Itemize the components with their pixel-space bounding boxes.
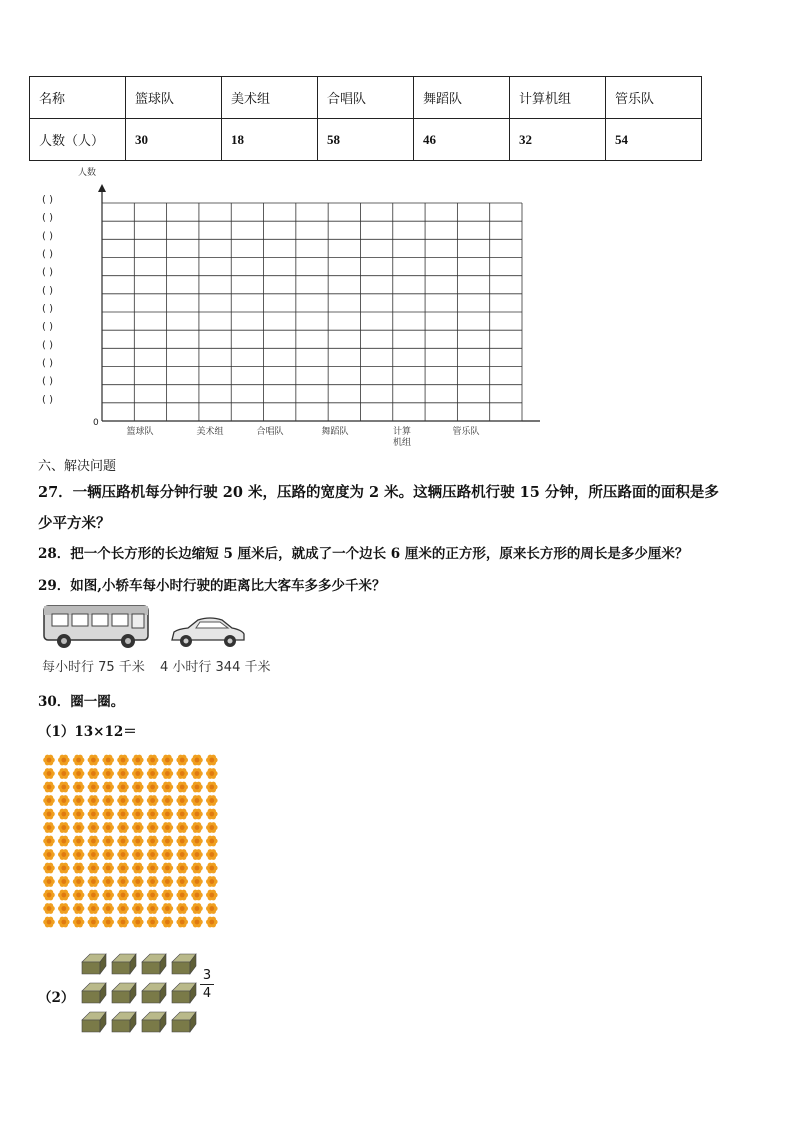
flower-icon [88, 822, 100, 833]
flower-icon [58, 863, 70, 874]
flower-icon [73, 822, 85, 833]
block-icon [112, 954, 136, 974]
flower-icon [43, 890, 55, 901]
flower-icon [147, 849, 159, 860]
flower-icon [117, 836, 129, 847]
flower-icon [191, 903, 203, 914]
question-30: 30．圈一圈。 [38, 694, 125, 710]
flower-icon [117, 863, 129, 874]
flower-icon [206, 890, 218, 901]
flower-icon [43, 903, 55, 914]
origin-label: 0 [93, 418, 99, 428]
fraction-three-quarters [200, 968, 214, 1001]
flower-icon [162, 768, 174, 779]
block-icon [142, 954, 166, 974]
flower-icon [132, 903, 144, 914]
flower-icon [176, 903, 188, 914]
flower-icon [176, 890, 188, 901]
flower-icon [147, 863, 159, 874]
flower-icon [162, 863, 174, 874]
flower-icon [73, 809, 85, 820]
flower-icon [191, 890, 203, 901]
y-tick-blank: ( ) [42, 194, 53, 206]
flower-icon [43, 917, 55, 928]
flower-icon [162, 809, 174, 820]
fraction-numerator: 3 [202, 968, 212, 983]
flower-icon [117, 876, 129, 887]
flower-icon [206, 795, 218, 806]
flower-icon [206, 876, 218, 887]
flower-icon [88, 782, 100, 793]
flower-icon [43, 849, 55, 860]
x-tick-label: 计算 [392, 427, 412, 437]
flower-icon [88, 768, 100, 779]
flower-icon [147, 795, 159, 806]
flower-icon [147, 768, 159, 779]
table-header-cell: 合唱队 [318, 77, 414, 119]
flower-icon [191, 822, 203, 833]
flower-icon [147, 876, 159, 887]
flower-icon [132, 755, 144, 766]
flower-icon [162, 876, 174, 887]
fraction-bar [200, 984, 214, 985]
flower-icon [117, 890, 129, 901]
flower-icon [102, 836, 114, 847]
flower-icon [206, 768, 218, 779]
block-icon [82, 1012, 106, 1032]
flower-icon [147, 903, 159, 914]
y-tick-blank: ( ) [42, 358, 53, 369]
flower-icon [162, 890, 174, 901]
question-30-part1: （1）13×12＝ [38, 724, 137, 740]
flower-icon [43, 836, 55, 847]
x-tick-label: 合唱队 [256, 427, 284, 437]
flower-icon [162, 836, 174, 847]
question-28: 28．把一个长方形的长边缩短 5 厘米后，就成了一个边长 6 厘米的正方形，原来长方形的周长是多少厘米？ [38, 546, 689, 562]
flower-icon [206, 863, 218, 874]
question-30-part2: （2） [38, 990, 75, 1006]
x-tick-label: 机组 [392, 438, 412, 448]
flower-icon [191, 755, 203, 766]
flower-icon [176, 795, 188, 806]
flower-icon [102, 795, 114, 806]
flower-icon [102, 782, 114, 793]
table-header-cell: 管乐队 [606, 77, 702, 119]
flower-icon [73, 903, 85, 914]
flower-icon [58, 782, 70, 793]
flower-icon [206, 755, 218, 766]
flower-icon [102, 768, 114, 779]
car-distance-caption: 4 小时行 344 千米 [160, 660, 271, 675]
flower-icon [58, 917, 70, 928]
flower-icon [147, 917, 159, 928]
flower-icon [162, 903, 174, 914]
flower-icon [73, 782, 85, 793]
table-header-cell: 篮球队 [126, 77, 222, 119]
flower-icon [73, 876, 85, 887]
block-icon [142, 1012, 166, 1032]
flower-icon [176, 849, 188, 860]
flower-icon [191, 836, 203, 847]
flower-icon [176, 836, 188, 847]
flower-icon [206, 849, 218, 860]
flower-icon [102, 890, 114, 901]
flower-icon [73, 795, 85, 806]
flower-icon [132, 849, 144, 860]
flower-icon [102, 903, 114, 914]
question-27-cont: 少平方米？ [38, 515, 111, 532]
flower-icon [206, 782, 218, 793]
flower-icon [43, 809, 55, 820]
flower-icon [147, 890, 159, 901]
block-icon [172, 983, 196, 1003]
flower-icon [73, 849, 85, 860]
y-axis-label: 人数 [78, 168, 97, 178]
table-header-cell: 舞蹈队 [414, 77, 510, 119]
flower-icon [176, 768, 188, 779]
flower-icon [102, 876, 114, 887]
flower-icon [88, 809, 100, 820]
block-icon [172, 1012, 196, 1032]
flower-icon [176, 876, 188, 887]
flower-icon [88, 863, 100, 874]
flower-icon [88, 849, 100, 860]
flower-icon [88, 836, 100, 847]
flower-icon [132, 809, 144, 820]
flower-icon [58, 795, 70, 806]
flower-icon [43, 755, 55, 766]
flower-icon [191, 863, 203, 874]
flower-icon [88, 903, 100, 914]
flower-icon [58, 836, 70, 847]
y-tick-blank: ( ) [42, 267, 53, 279]
table-row-label: 人数（人） [30, 119, 126, 161]
flower-icon [191, 917, 203, 928]
flower-icon [162, 782, 174, 793]
block-icon [142, 983, 166, 1003]
flower-icon [102, 809, 114, 820]
y-tick-blank: ( ) [42, 321, 53, 333]
block-icon [112, 983, 136, 1003]
flower-icon [43, 782, 55, 793]
flower-icon [73, 836, 85, 847]
flower-icon [147, 755, 159, 766]
flower-icon [206, 822, 218, 833]
flower-icon [176, 809, 188, 820]
flower-icon [206, 917, 218, 928]
flower-icon [176, 782, 188, 793]
flower-icon [132, 822, 144, 833]
table-cell: 32 [510, 119, 606, 161]
flower-icon [117, 822, 129, 833]
flower-icon [73, 917, 85, 928]
flower-icon [132, 917, 144, 928]
flower-icon [73, 890, 85, 901]
car-image [168, 612, 248, 652]
flower-icon [117, 755, 129, 766]
x-tick-label: 篮球队 [126, 427, 154, 437]
flower-icon [117, 917, 129, 928]
flower-icon [132, 795, 144, 806]
block-grid-3x4 [76, 950, 204, 1040]
y-tick-blank: ( ) [42, 212, 53, 224]
bus-image [40, 600, 160, 652]
y-tick-blank: ( ) [42, 394, 53, 406]
flower-icon [102, 863, 114, 874]
flower-icon [117, 795, 129, 806]
flower-icon [88, 890, 100, 901]
flower-icon [147, 836, 159, 847]
flower-icon [176, 863, 188, 874]
flower-icon [132, 890, 144, 901]
flower-icon [102, 822, 114, 833]
flower-icon [88, 795, 100, 806]
flower-icon [206, 809, 218, 820]
table-cell: 54 [606, 119, 702, 161]
flower-icon [73, 863, 85, 874]
y-tick-blank: ( ) [42, 376, 53, 388]
flower-icon [73, 768, 85, 779]
flower-icon [162, 755, 174, 766]
block-icon [112, 1012, 136, 1032]
flower-icon [176, 822, 188, 833]
table-cell: 30 [126, 119, 222, 161]
flower-icon [43, 822, 55, 833]
y-tick-blank: ( ) [42, 339, 53, 351]
flower-icon [132, 782, 144, 793]
flower-icon [191, 809, 203, 820]
section-title: 六、解决问题 [38, 459, 117, 474]
flower-icon [132, 768, 144, 779]
flower-icon [147, 822, 159, 833]
flower-icon [162, 849, 174, 860]
flower-icon [206, 903, 218, 914]
table-cell: 18 [222, 119, 318, 161]
flower-icon [102, 755, 114, 766]
flower-icon [191, 795, 203, 806]
flower-icon [117, 782, 129, 793]
y-tick-blank: ( ) [42, 285, 53, 297]
data-table [29, 76, 702, 161]
block-icon [172, 954, 196, 974]
flower-icon [147, 809, 159, 820]
flower-icon [73, 755, 85, 766]
flower-icon [58, 822, 70, 833]
flower-icon [58, 876, 70, 887]
flower-icon [43, 876, 55, 887]
table-header-cell: 计算机组 [510, 77, 606, 119]
question-27: 27．一辆压路机每分钟行驶 20 米，压路的宽度为 2 米。这辆压路机行驶 15 分钟，所压路面的面积是多 [38, 484, 719, 501]
flower-icon [162, 822, 174, 833]
flower-icon [88, 876, 100, 887]
flower-icon [147, 782, 159, 793]
flower-icon [102, 849, 114, 860]
flower-icon [43, 768, 55, 779]
flower-icon [58, 768, 70, 779]
flower-icon [132, 876, 144, 887]
blank-bar-chart-grid [30, 160, 550, 455]
y-tick-blank: ( ) [42, 303, 53, 315]
flower-icon [162, 917, 174, 928]
flower-icon [117, 768, 129, 779]
flower-icon [102, 917, 114, 928]
table-header-cell: 美术组 [222, 77, 318, 119]
y-tick-blank: ( ) [42, 249, 53, 260]
flower-icon [117, 809, 129, 820]
flower-icon [191, 849, 203, 860]
x-tick-label: 舞蹈队 [321, 427, 349, 437]
y-tick-blank: ( ) [42, 230, 53, 242]
table-cell: 46 [414, 119, 510, 161]
flower-icon [58, 755, 70, 766]
flower-icon [206, 836, 218, 847]
flower-icon [117, 849, 129, 860]
flower-icon [58, 809, 70, 820]
flower-icon [43, 863, 55, 874]
flower-icon [132, 836, 144, 847]
flower-icon [88, 755, 100, 766]
flower-icon [117, 903, 129, 914]
flower-grid-13x12 [40, 750, 230, 935]
block-icon [82, 954, 106, 974]
flower-icon [191, 876, 203, 887]
flower-icon [88, 917, 100, 928]
flower-icon [162, 795, 174, 806]
y-axis-arrow [98, 184, 106, 192]
table-header-cell: 名称 [30, 77, 126, 119]
flower-icon [58, 903, 70, 914]
bus-speed-caption: 每小时行 75 千米 [42, 660, 145, 675]
flower-icon [191, 768, 203, 779]
question-29: 29．如图,小轿车每小时行驶的距离比大客车多多少千米？ [38, 578, 386, 594]
flower-icon [43, 795, 55, 806]
x-tick-label: 管乐队 [452, 427, 480, 437]
block-icon [82, 983, 106, 1003]
x-tick-label: 美术组 [196, 427, 224, 437]
fraction-denominator: 4 [202, 986, 212, 1001]
flower-icon [58, 890, 70, 901]
table-cell: 58 [318, 119, 414, 161]
flower-icon [58, 849, 70, 860]
flower-icon [176, 755, 188, 766]
flower-icon [132, 863, 144, 874]
flower-icon [176, 917, 188, 928]
flower-icon [191, 782, 203, 793]
